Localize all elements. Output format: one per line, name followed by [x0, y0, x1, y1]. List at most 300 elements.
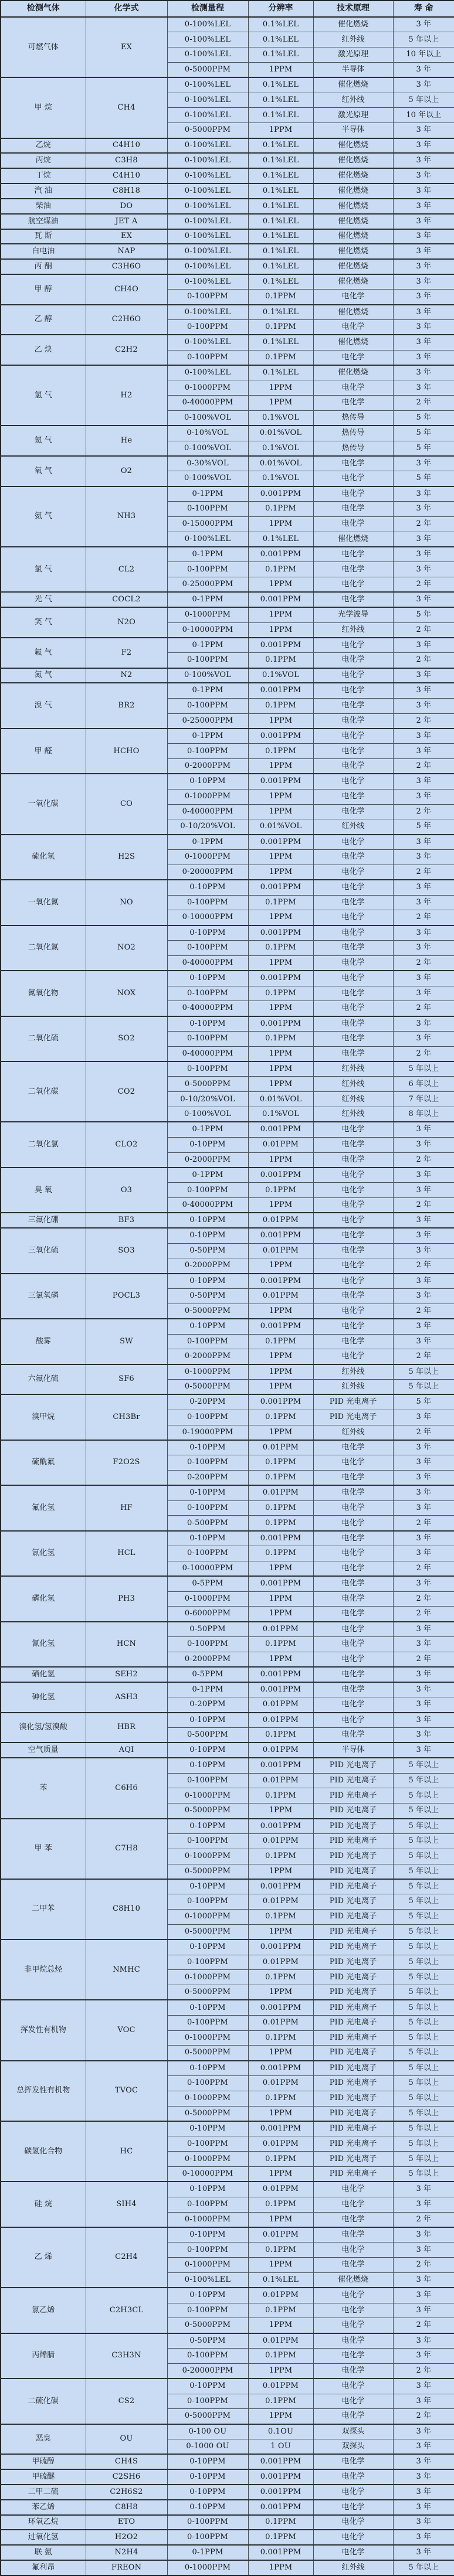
principle-cell: 激光原理 [313, 108, 393, 123]
principle-cell: 电化学 [313, 698, 393, 713]
resolution-cell: 0.01PPM [248, 1697, 313, 1713]
header-life: 寿 命 [393, 1, 454, 17]
life-cell: 3 年 [393, 290, 454, 305]
range-cell: 0-100PPM [167, 2349, 248, 2364]
gas-row [1, 2424, 454, 2439]
life-cell: 3 年 [393, 1667, 454, 1682]
range-cell: 0-100%LEL [167, 305, 248, 320]
gas-name-cell: 白电油 [1, 244, 86, 259]
principle-cell: 电化学 [313, 941, 393, 956]
resolution-cell: 1PPM [248, 1561, 313, 1576]
life-cell: 5 年以上 [393, 1364, 454, 1380]
life-cell: 3 年 [393, 1274, 454, 1289]
resolution-cell: 0.1%LEL [248, 17, 313, 32]
resolution-cell: 0.1PPM [248, 502, 313, 517]
formula-cell: VOC [86, 2000, 167, 2060]
formula-cell: C2H2 [86, 335, 167, 365]
principle-cell: 电化学 [313, 2303, 393, 2318]
principle-cell: 电化学 [313, 1500, 393, 1516]
resolution-cell: 0.001PPM [248, 1682, 313, 1697]
resolution-cell: 0.1PPM [248, 1471, 313, 1486]
gas-row [1, 1016, 454, 1032]
range-cell: 0-20PPM [167, 1394, 248, 1410]
formula-cell: TVOC [86, 2061, 167, 2121]
life-cell: 3 年 [393, 1031, 454, 1046]
formula-cell: SO3 [86, 1228, 167, 1273]
life-cell: 5 年以上 [393, 1970, 454, 1985]
principle-cell: 电化学 [313, 1168, 393, 1183]
range-cell: 0-10PPM [167, 2227, 248, 2242]
formula-cell: NOX [86, 971, 167, 1016]
principle-cell: 激光原理 [313, 47, 393, 63]
principle-cell: 电化学 [313, 925, 393, 941]
principle-cell: 电化学 [313, 1697, 393, 1713]
principle-cell: 电化学 [313, 1531, 393, 1546]
principle-cell: 电化学 [313, 2197, 393, 2212]
resolution-cell: 0.001PPM [248, 1274, 313, 1289]
range-cell: 0-5000PPM [167, 1864, 248, 1879]
formula-cell: NO [86, 880, 167, 925]
gas-name-cell: 瓦 斯 [1, 229, 86, 244]
resolution-cell: 0.1PPM [248, 1500, 313, 1516]
range-cell: 0-100 OU [167, 2424, 248, 2439]
life-cell: 3 年 [393, 320, 454, 335]
life-cell: 3 年 [393, 744, 454, 759]
life-cell: 3 年 [393, 229, 454, 244]
resolution-cell: 0.001PPM [248, 2485, 313, 2500]
gas-row [1, 2061, 454, 2076]
formula-cell: CL2 [86, 547, 167, 592]
resolution-cell: 0.1%LEL [248, 199, 313, 214]
formula-cell: F2O2S [86, 1440, 167, 1485]
gas-name-cell: 砷化氢 [1, 1682, 86, 1713]
gas-name-cell: 溴甲烷 [1, 1394, 86, 1440]
life-cell: 5 年 [393, 411, 454, 426]
gas-name-cell: 氦 气 [1, 426, 86, 456]
life-cell: 3 年 [393, 168, 454, 183]
resolution-cell: 0.001PPM [248, 592, 313, 607]
principle-cell: 电化学 [313, 471, 393, 486]
header-principle: 技术原理 [313, 1, 393, 17]
principle-cell: 电化学 [313, 653, 393, 668]
header-row [1, 1, 454, 17]
life-cell: 5 年以上 [393, 1910, 454, 1925]
life-cell: 2 年 [393, 2409, 454, 2424]
gas-row [1, 2182, 454, 2197]
range-cell: 0-15000PPM [167, 516, 248, 532]
life-cell: 2 年 [393, 577, 454, 593]
resolution-cell: 0.001PPM [248, 1168, 313, 1183]
formula-cell: SO2 [86, 1016, 167, 1061]
range-cell: 0-1000PPM [167, 2030, 248, 2046]
range-cell: 0-10000PPM [167, 2167, 248, 2182]
range-cell: 0-5000PPM [167, 1985, 248, 2000]
range-cell: 0-40000PPM [167, 1198, 248, 1213]
resolution-cell: 1PPM [248, 396, 313, 411]
range-cell: 0-5000PPM [167, 1380, 248, 1395]
gas-name-cell: 甲 苯 [1, 1819, 86, 1879]
life-cell: 2 年 [393, 804, 454, 819]
principle-cell: 电化学 [313, 1213, 393, 1228]
range-cell: 0-20000PPM [167, 2363, 248, 2378]
principle-cell: 电化学 [313, 456, 393, 471]
range-cell: 0-1PPM [167, 1682, 248, 1697]
resolution-cell: 1PPM [248, 2318, 313, 2333]
resolution-cell: 0.001PPM [248, 1939, 313, 1955]
gas-name-cell: 甲硫醚 [1, 2469, 86, 2485]
principle-cell: 电化学 [313, 1713, 393, 1728]
life-cell: 3 年 [393, 365, 454, 380]
life-cell: 3 年 [393, 2333, 454, 2349]
resolution-cell: 0.1%LEL [248, 532, 313, 547]
life-cell: 8 年以上 [393, 1107, 454, 1122]
principle-cell: 催化燃烧 [313, 183, 393, 199]
principle-cell: 电化学 [313, 2258, 393, 2273]
life-cell: 2 年 [393, 1001, 454, 1016]
life-cell: 3 年 [393, 1228, 454, 1243]
life-cell: 5 年以上 [393, 2061, 454, 2076]
range-cell: 0-100%LEL [167, 2272, 248, 2288]
range-cell: 0-19000PPM [167, 1425, 248, 1440]
resolution-cell: 0.01PPM [248, 1713, 313, 1728]
resolution-cell: 0.1PPM [248, 2030, 313, 2046]
life-cell: 2 年 [393, 865, 454, 880]
formula-cell: O2 [86, 456, 167, 486]
gas-name-cell: 甲 醇 [1, 274, 86, 305]
gas-row [1, 925, 454, 941]
resolution-cell: 0.1PPM [248, 1849, 313, 1864]
life-cell: 3 年 [393, 1289, 454, 1304]
gas-row [1, 592, 454, 607]
principle-cell: 电化学 [313, 1016, 393, 1032]
principle-cell: 电化学 [313, 2318, 393, 2333]
range-cell: 0-100%LEL [167, 153, 248, 168]
range-cell: 0-100PPM [167, 1546, 248, 1561]
resolution-cell: 0.1%LEL [248, 244, 313, 259]
resolution-cell: 1PPM [248, 1304, 313, 1319]
resolution-cell: 0.1%LEL [248, 229, 313, 244]
gas-row [1, 1713, 454, 1728]
life-cell: 3 年 [393, 547, 454, 562]
principle-cell: 电化学 [313, 1349, 393, 1364]
life-cell: 3 年 [393, 638, 454, 653]
range-cell: 0-100PPM [167, 744, 248, 759]
range-cell: 0-5000PPM [167, 1077, 248, 1092]
principle-cell: 催化燃烧 [313, 138, 393, 154]
principle-cell: 电化学 [313, 1682, 393, 1697]
resolution-cell: 0.01PPM [248, 1773, 313, 1788]
resolution-cell: 0.01%VOL [248, 1092, 313, 1107]
resolution-cell: 1PPM [248, 759, 313, 774]
formula-cell: C3H6O [86, 259, 167, 274]
life-cell: 3 年 [393, 153, 454, 168]
range-cell: 0-10PPM [167, 1819, 248, 1834]
resolution-cell: 0.1PPM [248, 2349, 313, 2364]
resolution-cell: 1PPM [248, 62, 313, 77]
range-cell: 0-100%LEL [167, 32, 248, 47]
range-cell: 0-25000PPM [167, 713, 248, 729]
life-cell: 2 年 [393, 2318, 454, 2333]
resolution-cell: 1PPM [248, 955, 313, 971]
resolution-cell: 0.01PPM [248, 1289, 313, 1304]
formula-cell: C2H6S2 [86, 2485, 167, 2500]
resolution-cell: 1PPM [248, 804, 313, 819]
formula-cell: NO2 [86, 925, 167, 971]
resolution-cell: 0.001PPM [248, 2061, 313, 2076]
resolution-cell: 0.1%VOL [248, 411, 313, 426]
range-cell: 0-100PPM [167, 1833, 248, 1849]
gas-name-cell: 丙烷 [1, 153, 86, 168]
gas-row [1, 729, 454, 744]
principle-cell: 电化学 [313, 547, 393, 562]
formula-cell: N2O [86, 607, 167, 638]
life-cell: 3 年 [393, 774, 454, 789]
header-formula: 化学式 [86, 1, 167, 17]
resolution-cell: 1PPM [248, 2106, 313, 2121]
life-cell: 3 年 [393, 62, 454, 77]
principle-cell: 电化学 [313, 486, 393, 502]
life-cell: 5 年以上 [393, 2030, 454, 2046]
gas-name-cell: 氯 气 [1, 547, 86, 592]
gas-row [1, 2469, 454, 2485]
formula-cell: C3H3N [86, 2333, 167, 2378]
range-cell: 0-1000PPM [167, 850, 248, 865]
life-cell: 3 年 [393, 259, 454, 274]
gas-name-cell: 环氧乙烷 [1, 2515, 86, 2530]
gas-name-cell: 氟化氢 [1, 1485, 86, 1530]
gas-row [1, 274, 454, 290]
principle-cell: 电化学 [313, 1228, 393, 1243]
range-cell: 0-1000PPM [167, 1591, 248, 1607]
resolution-cell: 0.01%VOL [248, 819, 313, 835]
resolution-cell: 0.001PPM [248, 774, 313, 789]
life-cell: 2 年 [393, 955, 454, 971]
principle-cell: 电化学 [313, 2469, 393, 2485]
range-cell: 0-5000PPM [167, 62, 248, 77]
resolution-cell: 0.1%LEL [248, 183, 313, 199]
principle-cell: PID 光电离子 [313, 1758, 393, 1773]
gas-name-cell: 过氧化氢 [1, 2530, 86, 2545]
gas-name-cell: 六氟化硫 [1, 1364, 86, 1395]
range-cell: 0-100%LEL [167, 93, 248, 108]
range-cell: 0-50PPM [167, 1622, 248, 1637]
resolution-cell: 1PPM [248, 622, 313, 638]
life-cell: 5 年以上 [393, 1864, 454, 1879]
principle-cell: 电化学 [313, 1546, 393, 1561]
gas-name-cell: 氨 气 [1, 486, 86, 547]
resolution-cell: 0.001PPM [248, 1228, 313, 1243]
formula-cell: C8H10 [86, 1879, 167, 1939]
resolution-cell: 0.1PPM [248, 2515, 313, 2530]
range-cell: 0-10PPM [167, 2454, 248, 2469]
life-cell: 3 年 [393, 1531, 454, 1546]
life-cell: 3 年 [393, 2454, 454, 2469]
formula-cell: C3H8 [86, 153, 167, 168]
gas-row [1, 1939, 454, 1955]
range-cell: 0-10PPM [167, 1440, 248, 1455]
principle-cell: 电化学 [313, 2182, 393, 2197]
range-cell: 0-10000PPM [167, 1561, 248, 1576]
range-cell: 0-1000PPM [167, 2152, 248, 2167]
principle-cell: 电化学 [313, 774, 393, 789]
resolution-cell: 0.01%VOL [248, 456, 313, 471]
resolution-cell: 0.01PPM [248, 1243, 313, 1258]
life-cell: 3 年 [393, 850, 454, 865]
principle-cell: PID 光电离子 [313, 1894, 393, 1910]
gas-row [1, 153, 454, 168]
formula-cell: C2H3CL [86, 2288, 167, 2333]
life-cell: 5 年以上 [393, 1758, 454, 1773]
resolution-cell: 0.01PPM [248, 2227, 313, 2242]
resolution-cell: 0.001PPM [248, 880, 313, 895]
life-cell: 3 年 [393, 789, 454, 804]
principle-cell: 电化学 [313, 516, 393, 532]
gas-row [1, 305, 454, 320]
range-cell: 0-10PPM [167, 1137, 248, 1152]
formula-cell: HBR [86, 1713, 167, 1743]
life-cell: 3 年 [393, 2182, 454, 2197]
range-cell: 0-10PPM [167, 1016, 248, 1032]
gas-name-cell: 笑 气 [1, 607, 86, 638]
principle-cell: PID 光电离子 [313, 1939, 393, 1955]
formula-cell: C4H10 [86, 168, 167, 183]
range-cell: 0-10/20%VOL [167, 1092, 248, 1107]
range-cell: 0-50PPM [167, 1243, 248, 1258]
resolution-cell: 1PPM [248, 2363, 313, 2378]
range-cell: 0-10PPM [167, 2378, 248, 2394]
gas-name-cell: 硒化氢 [1, 1667, 86, 1682]
life-cell: 5 年以上 [393, 1803, 454, 1819]
resolution-cell: 1PPM [248, 2560, 313, 2575]
principle-cell: PID 光电离子 [313, 2061, 393, 2076]
range-cell: 0-40000PPM [167, 1046, 248, 1061]
life-cell: 2 年 [393, 653, 454, 668]
gas-name-cell: 总挥发性有机物 [1, 2061, 86, 2121]
resolution-cell: 1PPM [248, 713, 313, 729]
resolution-cell: 1PPM [248, 516, 313, 532]
principle-cell: 电化学 [313, 1152, 393, 1168]
life-cell: 3 年 [393, 2485, 454, 2500]
resolution-cell: 0.01PPM [248, 2076, 313, 2091]
life-cell: 6 年以上 [393, 1077, 454, 1092]
range-cell: 0-10PPM [167, 774, 248, 789]
formula-cell: N2H4 [86, 2545, 167, 2560]
principle-cell: 电化学 [313, 955, 393, 971]
principle-cell: PID 光电离子 [313, 2136, 393, 2152]
range-cell: 0-1000PPM [167, 2212, 248, 2227]
principle-cell: 电化学 [313, 895, 393, 910]
resolution-cell: 0.1PPM [248, 1970, 313, 1985]
principle-cell: 电化学 [313, 910, 393, 925]
life-cell: 3 年 [393, 1682, 454, 1697]
gas-name-cell: 溴 气 [1, 683, 86, 728]
life-cell: 2 年 [393, 1516, 454, 1531]
range-cell: 0-100PPM [167, 698, 248, 713]
formula-cell: CO2 [86, 1061, 167, 1122]
principle-cell: 半导体 [313, 123, 393, 138]
resolution-cell: 1PPM [248, 2167, 313, 2182]
principle-cell: PID 光电离子 [313, 1803, 393, 1819]
principle-cell: 电化学 [313, 729, 393, 744]
resolution-cell: 0.1PPM [248, 895, 313, 910]
gas-row [1, 1743, 454, 1758]
resolution-cell: 0.1%LEL [248, 153, 313, 168]
resolution-cell: 0.1PPM [248, 1546, 313, 1561]
principle-cell: 红外线 [313, 1364, 393, 1380]
formula-cell: NMHC [86, 1939, 167, 2000]
range-cell: 0-2000PPM [167, 1258, 248, 1274]
life-cell: 3 年 [393, 835, 454, 850]
gas-row [1, 1485, 454, 1500]
life-cell: 3 年 [393, 2349, 454, 2364]
principle-cell: PID 光电离子 [313, 2152, 393, 2167]
principle-cell: 红外线 [313, 622, 393, 638]
life-cell: 5 年以上 [393, 1773, 454, 1788]
life-cell: 5 年 [393, 819, 454, 835]
principle-cell: 电化学 [313, 1667, 393, 1682]
resolution-cell: 1 OU [248, 2439, 313, 2455]
resolution-cell: 0.1%LEL [248, 274, 313, 290]
range-cell: 0-100PPM [167, 653, 248, 668]
range-cell: 0-10PPM [167, 1939, 248, 1955]
resolution-cell: 1PPM [248, 910, 313, 925]
resolution-cell: 0.1%LEL [248, 93, 313, 108]
life-cell: 5 年以上 [393, 2076, 454, 2091]
range-cell: 0-2000PPM [167, 1152, 248, 1168]
range-cell: 0-1000PPM [167, 380, 248, 396]
life-cell: 3 年 [393, 2515, 454, 2530]
gas-row [1, 1667, 454, 1682]
resolution-cell: 0.1%LEL [248, 335, 313, 350]
range-cell: 0-200PPM [167, 1471, 248, 1486]
principle-cell: 电化学 [313, 2394, 393, 2409]
range-cell: 0-5000PPM [167, 2046, 248, 2061]
gas-name-cell: 二氧化氮 [1, 925, 86, 971]
resolution-cell: 0.1%VOL [248, 441, 313, 456]
principle-cell: PID 光电离子 [313, 2046, 393, 2061]
gas-name-cell: 甲 醛 [1, 729, 86, 774]
resolution-cell: 0.1PPM [248, 2394, 313, 2409]
principle-cell: PID 光电离子 [313, 1394, 393, 1410]
resolution-cell: 1PPM [248, 1258, 313, 1274]
principle-cell: 电化学 [313, 2212, 393, 2227]
range-cell: 0-10PPM [167, 2061, 248, 2076]
principle-cell: 电化学 [313, 835, 393, 850]
resolution-cell: 0.01PPM [248, 1622, 313, 1637]
resolution-cell: 1PPM [248, 1349, 313, 1364]
gas-row [1, 638, 454, 653]
gas-row [1, 774, 454, 789]
range-cell: 0-2000PPM [167, 1349, 248, 1364]
gas-row [1, 259, 454, 274]
range-cell: 0-10PPM [167, 1228, 248, 1243]
life-cell: 2 年 [393, 2258, 454, 2273]
resolution-cell: 0.01PPM [248, 2136, 313, 2152]
life-cell: 3 年 [393, 1016, 454, 1032]
principle-cell: 双探头 [313, 2439, 393, 2455]
principle-cell: PID 光电离子 [313, 2091, 393, 2106]
header-range: 检测量程 [167, 1, 248, 17]
life-cell: 3 年 [393, 2227, 454, 2242]
life-cell: 3 年 [393, 2530, 454, 2545]
resolution-cell: 0.1PPM [248, 941, 313, 956]
principle-cell: 电化学 [313, 986, 393, 1001]
formula-cell: CO [86, 774, 167, 834]
range-cell: 0-100%LEL [167, 168, 248, 183]
resolution-cell: 0.1PPM [248, 2152, 313, 2167]
gas-row [1, 1440, 454, 1455]
range-cell: 0-100%VOL [167, 1107, 248, 1122]
